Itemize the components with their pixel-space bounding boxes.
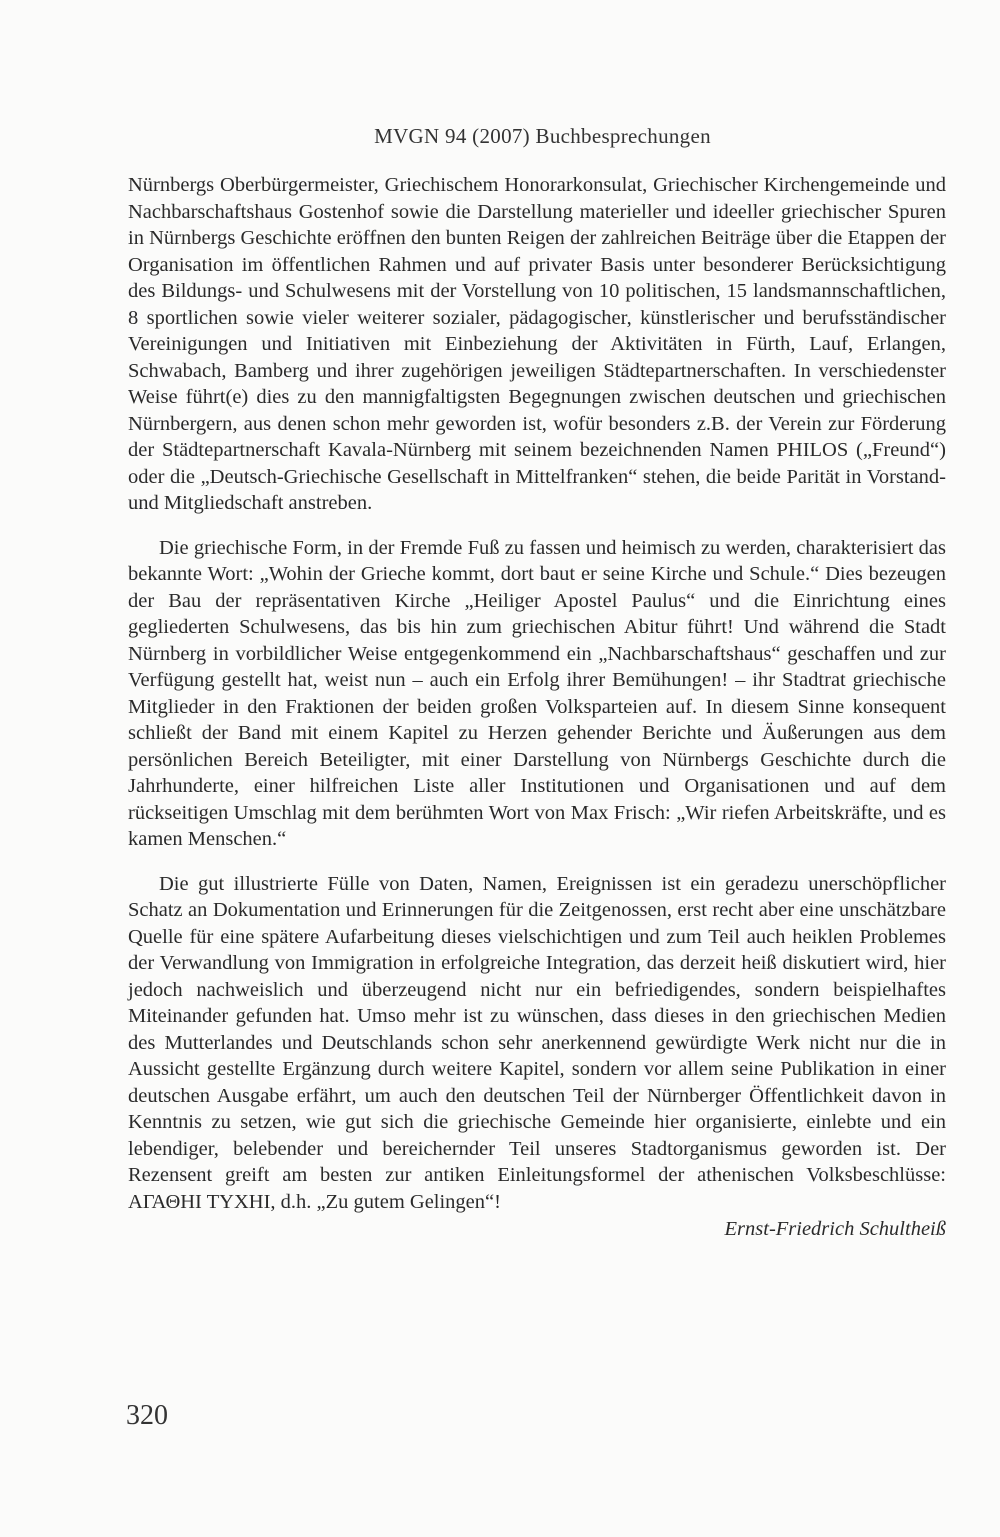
paragraph-1: Nürnbergs Oberbürgermeister, Griechischem Honorarkonsulat, Griechischer Kirchengemeinde und Nachbarschaftshaus Gostenhof sowie die Darstellung materieller und ideeller griechischer Spuren in Nürnbergs Geschichte eröffnen den bunten Reigen der zahlreichen Beiträge über die Etappen der Organisation im öffentlichen Rahmen und auf privater Basis unter besonderer Berücksichtigung des Bildungs- und Schulwesens mit der Vorstellung von 10 politischen, 15 landsmannschaftlichen, 8 sportlichen sowie vieler weiterer sozialer, pädagogischer, künstlerischer und berufsständischer Vereinigungen und Initiativen mit Einbeziehung der Aktivitäten in Fürth, Lauf, Erlangen, Schwabach, Bamberg und ihrer zugehörigen jeweiligen Städtepartnerschaften. In verschiedenster Weise führt(e) dies zu den mannigfaltigsten Begegnungen zwischen deutschen und griechischen Nürnbergern, aus denen schon mehr geworden ist, wofür besonders z.B. der Verein zur Förderung der Städtepartnerschaft Kavala-Nürnberg mit seinem bezeichnenden Namen PHILOS („Freund“) oder die „Deutsch-Griechische Gesellschaft in Mittelfranken“ stehen, die beide Parität in Vorstand- und Mitgliedschaft anstreben. [128, 174, 946, 514]
running-head: MVGN 94 (2007) Buchbesprechungen [374, 124, 711, 148]
review-text [128, 172, 946, 1243]
page-number: 320 [126, 1400, 168, 1431]
author-signature: Ernst-Friedrich Schultheiß [724, 1218, 946, 1240]
paragraph-2: Die griechische Form, in der Fremde Fuß zu fassen und heimisch zu werden, charakterisiert das bekannte Wort: „Wohin der Grieche kommt, dort baut er seine Kirche und Schule.“ Dies bezeugen der Bau der repräsentativen Kirche „Heiliger Apostel Paulus“ und die Einrichtung eines gegliederten Schulwesens, das bis hin zum griechischen Abitur führt! Und während die Stadt Nürnberg in vorbildlicher Weise entgegenkommend ein „Nachbarschaftshaus“ geschaffen und zur Verfügung gestellt hat, weist nun – auch ein Erfolg ihrer Bemühungen! – ihr Stadtrat griechische Mitglieder in den Fraktionen der beiden großen Volksparteien auf. In diesem Sinne konsequent schließt der Band mit einem Kapitel zu Herzen gehender Berichte und Äußerungen aus dem persönlichen Bereich Beteiligter, mit einer Darstellung von Nürnbergs Geschichte durch die Jahrhunderte, einer hilfreichen Liste aller Institutionen und Organisationen und auf dem rückseitigen Umschlag mit dem berühmten Wort von Max Frisch: „Wir riefen Arbeitskräfte, und es kamen Menschen.“ [128, 536, 946, 850]
paragraph-3: Die gut illustrierte Fülle von Daten, Namen, Ereignissen ist ein geradezu unerschöpflicher Schatz an Dokumentation und Erinnerungen für die Zeitgenossen, erst recht aber eine unschätzbare Quelle für eine spätere Aufarbeitung dieses vielschichtigen und zum Teil auch heiklen Problemes der Verwandlung von Immigration in erfolgreiche Integration, das derzeit heiß diskutiert wird, hier jedoch nachweislich und überzeugend nicht nur ein befriedigendes, sondern beispielhaftes Miteinander gefunden hat. Umso mehr ist zu wünschen, dass dieses in den griechischen Medien des Mutterlandes und Deutschlands schon sehr anerkennend gewürdigte Werk nicht nur die in Aussicht gestellte Ergänzung durch weitere Kapitel, sondern vor allem seine Publikation in einer deutschen Ausgabe erfährt, um auch den deutschen Teil der Nürnberger Öffentlichkeit davon in Kenntnis zu setzen, wie gut sich die griechische Gemeinde hier organisierte, einlebte und ein lebendiger, belebender und bereichernder Teil unseres Stadtorganismus geworden ist. Der Rezensent greift am besten zur antiken Einleitungsformel der athenischen Volksbeschlüsse: ΑΓΑΘΗΙ ΤΥΧΗΙ, d.h. „Zu gutem Gelingen“! [128, 872, 946, 1213]
